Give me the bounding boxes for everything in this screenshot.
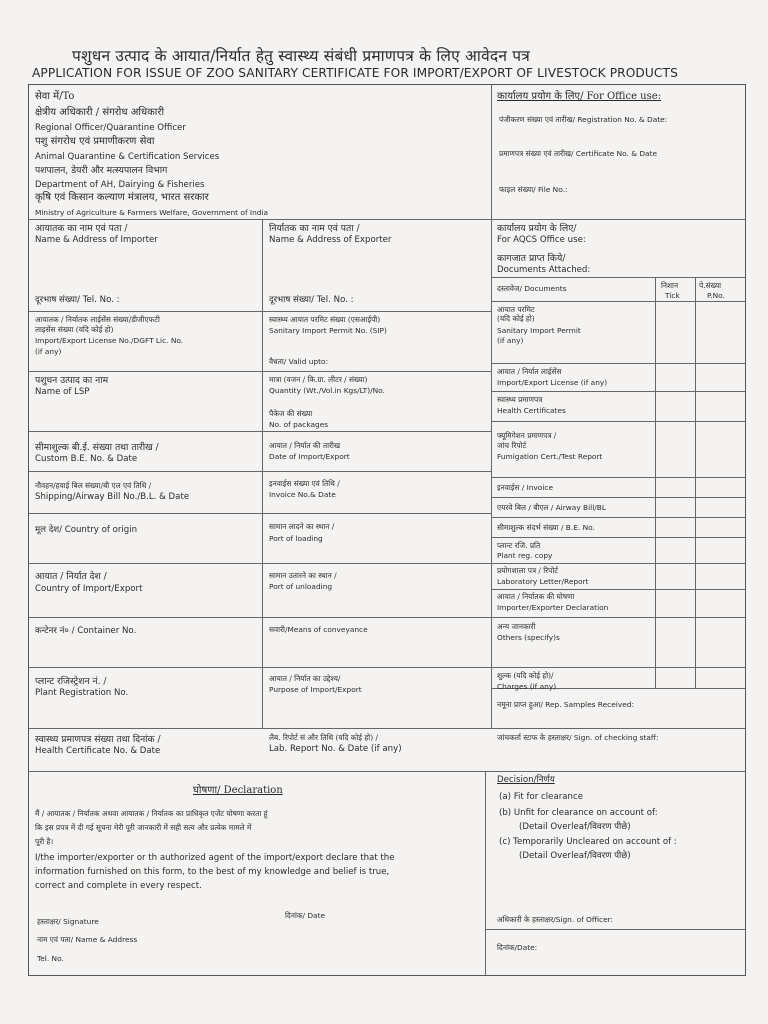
doc-fumigation-hindi: फ्यूमिगेशन प्रमाणपत्र / <box>497 431 557 440</box>
page-no-column-header: P.No. <box>707 291 725 300</box>
office-use-title: कार्यालय प्रयोग के लिए/ For Office use: <box>497 91 662 102</box>
valid-upto-label: वैधता/ Valid upto: <box>269 357 329 366</box>
declaration-english-line-3: correct and complete in every respect. <box>35 881 202 891</box>
doc-lab-report: Laboratory Letter/Report <box>497 577 589 586</box>
aqcs-office-use: For AQCS Office use: <box>497 235 586 245</box>
regional-officer: Regional Officer/Quarantine Officer <box>35 123 186 133</box>
custom-be-label-hindi: सीमाशुल्क बी.ई. संख्या तथा तारीख / <box>35 442 159 453</box>
exporter-tel-label: दूरभाष संख्या/ Tel. No. : <box>269 295 354 305</box>
aqcs: Animal Quarantine & Certification Services <box>35 152 220 162</box>
column-divider-right <box>491 85 492 688</box>
declaration-hindi-line-2: कि इस प्रपत्र में दी गई सूचना मेरी पूरी जानकारी में सही सत्य और प्रत्येक मामले में <box>35 823 252 832</box>
documents-attached: Documents Attached: <box>497 265 591 275</box>
license-label-hindi: आयातक / निर्यातक लाईसेंस संख्या/डीजीएफटी <box>35 315 160 324</box>
column-divider-middle <box>262 219 263 728</box>
importer-label: Name & Address of Importer <box>35 235 158 245</box>
port-of-unloading-label: Port of unloading <box>269 582 333 591</box>
declaration-date-label: दिनांक/ Date <box>285 911 326 920</box>
column-divider-decision <box>485 771 486 975</box>
port-of-unloading-label-hindi: सामान उतारने का स्थान / <box>269 571 337 580</box>
registration-no-label: पंजीकरण संख्या एवं तारीख/ Registration No. & Date: <box>499 115 668 124</box>
column-divider-pno <box>695 277 696 688</box>
decision-option-c-detail: (Detail Overleaf/विवरण पीछे) <box>519 851 631 861</box>
tel-no-label: Tel. No. <box>37 954 64 963</box>
declaration-hindi-line-1: मैं / आयातक / निर्यातक अथवा आयातक / निर्यातक का प्राधिकृत एजेंट घोषणा करता हूं <box>35 809 268 818</box>
importer-tel-label: दूरभाष संख्या/ Tel. No. : <box>35 295 120 305</box>
packages-label: No. of packages <box>269 420 329 429</box>
exporter-label-hindi: निर्यातक का नाम एवं पता / <box>269 223 360 234</box>
lsp-label-hindi: पशुधन उत्पाद का नाम <box>35 375 109 386</box>
to-label: सेवा में/To <box>35 91 75 102</box>
shipping-bill-label: Shipping/Airway Bill No./B.L. & Date <box>35 492 190 502</box>
importer-label-hindi: आयातक का नाम एवं पता / <box>35 223 128 234</box>
signature-label: हस्ताक्षर/ Signature <box>37 917 99 926</box>
declaration-hindi-line-3: पूरी है। <box>35 837 54 846</box>
date-import-export-label-hindi: आयात / निर्यात की तारीख <box>269 441 340 450</box>
decision-option-b-detail: (Detail Overleaf/विवरण पीछे) <box>519 822 631 832</box>
file-no-label: फाइल संख्या/ File No.: <box>499 185 568 194</box>
decision-date-label: दिनांक/Date: <box>497 943 538 952</box>
quantity-label-hindi: मात्रा (वजन / कि.ग्रा. लीटर / संख्या) <box>269 375 368 384</box>
doc-others-hindi: अन्य जानकारी <box>497 622 536 631</box>
purpose-label-hindi: आयात / निर्यात का उद्देश्य/ <box>269 674 341 683</box>
lab-report-label-hindi: लैब. रिपोर्ट सं और तिथि (यदि कोई हो) / <box>269 733 378 742</box>
packages-label-hindi: पैकेज की संख्या <box>269 409 313 418</box>
port-of-loading-label: Port of loading <box>269 534 323 543</box>
container-no-label: कन्टेनर नं० / Container No. <box>35 626 137 636</box>
form-title-english: APPLICATION FOR ISSUE OF ZOO SANITARY CERTIFICATE FOR IMPORT/EXPORT OF LIVESTOCK PRODUCTS <box>32 66 678 80</box>
doc-license-hindi: आयात / निर्यात लाईसेंस <box>497 367 562 376</box>
doc-invoice: इनवाईस / Invoice <box>497 483 553 492</box>
officer-sign-label: अधिकारी के हस्ताक्षर/Sign. of Officer: <box>497 915 614 924</box>
decision-option-a: (a) Fit for clearance <box>499 792 583 802</box>
ministry-hindi: कृषि एवं किसान कल्याण मंत्रालय, भारत सरकार <box>35 192 209 203</box>
doc-license: Import/Export License (if any) <box>497 378 608 387</box>
port-of-loading-label-hindi: सामान लादने का स्थान / <box>269 522 335 531</box>
form-title-hindi: पशुधन उत्पाद के आयात/निर्यात हेतु स्वास्थ्य संबंधी प्रमाणपत्र के लिए आवेदन पत्र <box>72 47 531 65</box>
license-label-hindi-2: लाइसेंस संख्या (यदि कोई हो) <box>35 325 114 334</box>
decision-option-b: (b) Unfit for clearance on account of: <box>499 808 658 818</box>
shipping-bill-label-hindi: नौवहन/हवाई बिल संख्या/बी एल एवं तिथि / <box>35 481 152 490</box>
doc-fumigation-hindi-2: जांच रिपोर्ट <box>497 441 527 450</box>
regional-officer-hindi: क्षेत्रीय अधिकारी / संगरोध अधिकारी <box>35 107 165 118</box>
checking-staff-sign-label: जांचकर्ता स्टाफ के हस्ताक्षर/ Sign. of checking staff: <box>497 733 659 742</box>
doc-be-no: सीमाशुल्क संदर्भ संख्या / B.E. No. <box>497 523 595 532</box>
doc-lab-report-hindi: प्रयोगशाला पत्र / रिपोर्ट <box>497 566 559 575</box>
license-label: Import/Export License No./DGFT Lic. No. <box>35 336 184 345</box>
declaration-english-line-1: I/the importer/exporter or th authorized agent of the import/export declare that the <box>35 853 395 863</box>
name-address-label: नाम एवं पता/ Name & Address <box>37 935 138 944</box>
health-certificate-label: Health Certificate No. & Date <box>35 746 161 756</box>
license-label-if-any: (if any) <box>35 347 62 356</box>
declaration-english-line-2: information furnished on this form, to the best of my knowledge and belief is true, <box>35 867 390 877</box>
doc-sip-hindi-2: (यदि कोई हो) <box>497 314 535 323</box>
exporter-label: Name & Address of Exporter <box>269 235 392 245</box>
country-of-origin-label: मूल देश/ Country of origin <box>35 525 138 535</box>
invoice-label-hindi: इनवाईस संख्या एवं तिथि / <box>269 479 340 488</box>
custom-be-label: Custom B.E. No. & Date <box>35 454 138 464</box>
page-no-column-header-hindi: पे.संख्या <box>699 281 722 290</box>
aqcs-office-use-hindi: कार्यालय प्रयोग के लिए/ <box>497 223 577 234</box>
charges-label-hindi: शुल्क (यदि कोई हो)/ <box>497 671 554 680</box>
documents-column-header: दस्तावेज/ Documents <box>497 284 567 293</box>
doc-sip-hindi: आयात परमिट <box>497 305 535 314</box>
doc-declaration: Importer/Exporter Declaration <box>497 603 609 612</box>
doc-health-cert: Health Certificates <box>497 406 566 415</box>
decision-option-c: (c) Temporarily Uncleared on account of : <box>499 837 677 847</box>
plant-registration-label-hindi: प्लान्ट रजिस्ट्रेशन नं. / <box>35 676 107 687</box>
sip-label: Sanitary Import Permit No. (SIP) <box>269 326 387 335</box>
doc-health-cert-hindi: स्वास्थ्य प्रमाणपत्र <box>497 395 543 404</box>
aqcs-hindi: पशु संगरोध एवं प्रमाणीकरण सेवा <box>35 136 155 147</box>
purpose-label: Purpose of Import/Export <box>269 685 362 694</box>
doc-fumigation: Fumigation Cert./Test Report <box>497 452 603 461</box>
samples-received-label: नमूना प्राप्त हुआ/ Rep. Samples Received: <box>497 700 634 709</box>
lab-report-label: Lab. Report No. & Date (if any) <box>269 744 402 754</box>
date-import-export-label: Date of Import/Export <box>269 452 350 461</box>
application-form <box>28 84 746 976</box>
certificate-no-label: प्रमाणपत्र संख्या एवं तारीख/ Certificate No. & Date <box>499 149 658 158</box>
tick-column-header-hindi: निशान <box>661 281 679 290</box>
quantity-label: Quantity (Wt./Vol.in Kgs/LT)/No. <box>269 386 385 395</box>
doc-others: Others (specify)s <box>497 633 560 642</box>
plant-registration-label: Plant Registration No. <box>35 688 129 698</box>
invoice-label: Invoice No.& Date <box>269 490 336 499</box>
doc-declaration-hindi: आयात / निर्यातक की घोषणा <box>497 592 575 601</box>
column-divider-tick <box>655 277 656 688</box>
department-hindi: पशपालन, डेयरी और मत्स्यपालन विभाग <box>35 165 168 176</box>
doc-sip: Sanitary Import Permit <box>497 326 581 335</box>
ministry: Ministry of Agriculture & Farmers Welfare, Government of India <box>35 208 269 217</box>
declaration-title: घोषणा/ Declaration <box>193 785 283 796</box>
charges-label: Charges (if any) <box>497 682 557 691</box>
doc-airway-bill: एयरवे बिल / बीएल / Airway Bill/BL <box>497 503 606 512</box>
tick-column-header: Tick <box>665 291 680 300</box>
lsp-label: Name of LSP <box>35 387 90 397</box>
sip-label-hindi: स्वास्थ्य आयात परमिट संख्या (एसआईपी) <box>269 315 381 324</box>
decision-title: Decision/निर्णय <box>497 775 555 785</box>
doc-plant-reg: Plant reg. copy <box>497 551 553 560</box>
country-import-export-label: Country of Import/Export <box>35 584 143 594</box>
documents-attached-hindi: कागजात प्राप्त किये/ <box>497 253 566 264</box>
conveyance-label: सवारी/Means of conveyance <box>269 625 368 634</box>
column-divider-right-lower <box>491 688 492 728</box>
health-certificate-label-hindi: स्वास्थ्य प्रमाणपत्र संख्या तथा दिनांक / <box>35 734 161 745</box>
doc-plant-reg-hindi: प्लान्ट रजि. प्रति <box>497 541 541 550</box>
department: Department of AH, Dairying & Fisheries <box>35 180 205 190</box>
doc-sip-if-any: (if any) <box>497 336 524 345</box>
country-import-export-label-hindi: आयात / निर्यात देश / <box>35 571 107 582</box>
